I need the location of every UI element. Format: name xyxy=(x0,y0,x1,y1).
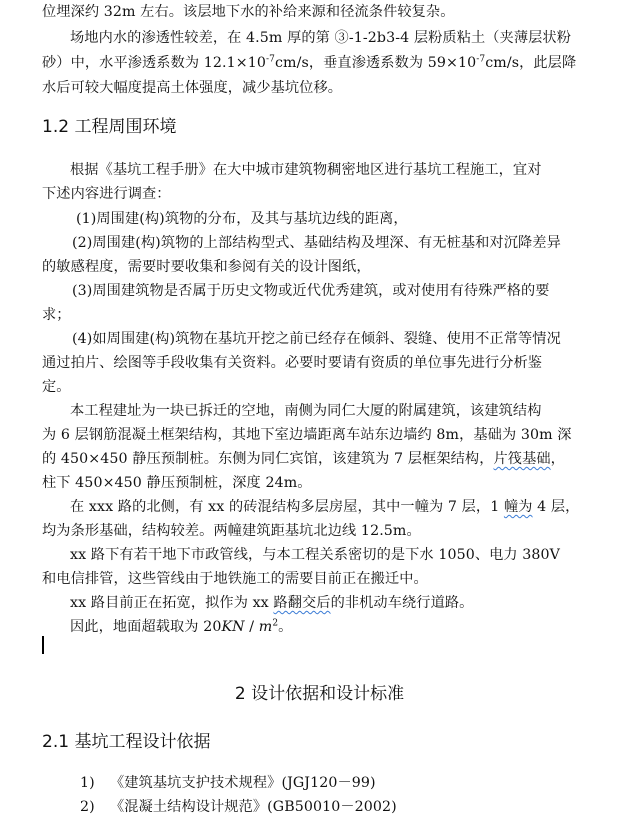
list-item xyxy=(72,233,639,253)
text-run: 为 6 层钢筋混凝土框架结构，其地下室边墙距离车站东边墙约 8m，基础为 30m 深 xyxy=(42,427,572,443)
text-cursor xyxy=(42,636,44,654)
text-run: cm/s，此层降 xyxy=(485,55,577,71)
text-run: 定。 xyxy=(42,379,71,395)
paragraph-line xyxy=(42,305,639,325)
paragraph-line xyxy=(70,401,639,421)
text-run: (2)周围建(构)筑物的上部结构型式、基础结构及埋深、有无桩基和对沉降差异 xyxy=(72,235,561,251)
text-run: xx 路下有若干地下市政管线，与本工程关系密切的是下水 1050、电力 380V xyxy=(70,547,561,563)
text-run: 柱下 450×450 静压预制桩，深度 24m。 xyxy=(42,475,312,491)
paragraph-line xyxy=(70,28,639,48)
paragraph-line xyxy=(70,160,639,180)
text-run: 的敏感程度，需要时要收集和参阅有关的设计图纸， xyxy=(42,259,371,275)
spellcheck-flagged-text[interactable]: 片筏基础 xyxy=(493,451,551,467)
paragraph-line xyxy=(42,377,639,397)
text-run: / xyxy=(244,619,259,635)
reference-item xyxy=(80,797,639,817)
paragraph-line xyxy=(42,449,639,469)
paragraph-line xyxy=(42,473,639,493)
list-item xyxy=(76,209,639,229)
text-run: 根据《基坑工程手册》在大中城市建筑物稠密地区进行基坑工程施工，宜对 xyxy=(70,162,542,178)
section-heading-1-2: 1.2 工程周围环境 xyxy=(42,117,177,137)
paragraph-line xyxy=(70,617,639,637)
list-item xyxy=(72,329,639,349)
superscript: 2 xyxy=(272,618,279,629)
text-run: cm/s，垂直渗透系数为 59×10 xyxy=(274,55,477,71)
text-run: 和电信排管，这些管线由于地铁施工的需要目前正在搬迁中。 xyxy=(42,571,428,587)
text-run: 的 450×450 静压预制桩。东侧为同仁宾馆，该建筑为 7 层框架结构， xyxy=(42,451,494,467)
list-number: 1) xyxy=(80,775,95,791)
text-run: 下述内容进行调查： xyxy=(42,186,171,202)
superscript: -7 xyxy=(476,54,486,65)
text-run: 因此，地面超载取为 20 xyxy=(70,619,222,635)
text-run: 通过拍片、绘图等手段收集有关资料。必要时要请有资质的单位事先进行分析鉴 xyxy=(42,355,543,371)
reference-text: 《混凝土结构设计规范》(GB50010－2002) xyxy=(110,799,397,815)
chapter-heading-2: 2 设计依据和设计标准 xyxy=(234,684,405,704)
spellcheck-flagged-text[interactable]: 幢为 xyxy=(503,499,533,515)
text-run: 4 层， xyxy=(532,499,580,515)
text-run: 场地内水的渗透性较差，在 4.5m 厚的第 ③-1-2b3-4 层粉质粘土（夹薄层状粉 xyxy=(70,30,571,46)
section-heading-2-1: 2.1 基坑工程设计依据 xyxy=(42,732,211,752)
unit-symbol: m xyxy=(258,619,273,635)
text-run: (1)周围建(构)筑物的分布，及其与基坑边线的距离， xyxy=(76,211,408,227)
text-run: ， xyxy=(550,451,565,467)
paragraph-line xyxy=(42,2,639,22)
paragraph-line xyxy=(70,593,639,613)
reference-text: 《建筑基坑支护技术规程》(JGJ120－99) xyxy=(110,775,376,791)
text-run: 求； xyxy=(42,307,71,323)
text-run: 均为条形基础，结构较差。两幢建筑距基坑北边线 12.5m。 xyxy=(42,523,421,539)
text-run: 水后可较大幅度提高土体强度，减少基坑位移。 xyxy=(42,80,343,96)
paragraph-line xyxy=(42,184,639,204)
text-run: 本工程建址为一块已拆迁的空地，南侧为同仁大厦的附属建筑，该建筑结构 xyxy=(70,403,542,419)
text-run: (3)周围建筑物是否属于历史文物或近代优秀建筑，或对使用有待殊严格的要 xyxy=(72,283,550,299)
spellcheck-flagged-text[interactable]: 路翻交后 xyxy=(273,595,331,611)
paragraph-line xyxy=(42,353,639,373)
text-run: xx 路目前正在拓宽，拟作为 xx xyxy=(70,595,274,611)
paragraph-line xyxy=(42,78,639,98)
text-run: 。 xyxy=(278,619,293,635)
text-run: 在 xxx 路的北侧，有 xx 的砖混结构多层房屋，其中一幢为 7 层，1 xyxy=(70,499,504,515)
list-number: 2) xyxy=(80,799,95,815)
text-run: 的非机动车绕行道路。 xyxy=(330,595,474,611)
paragraph-line xyxy=(42,425,639,445)
paragraph-line xyxy=(42,569,639,589)
superscript: -7 xyxy=(266,54,275,65)
reference-item xyxy=(80,773,639,793)
unit-symbol: KN xyxy=(221,619,245,635)
paragraph-line xyxy=(70,497,639,517)
list-item xyxy=(72,281,639,301)
paragraph-line xyxy=(42,521,639,541)
text-run: (4)如周围建(构)筑物在基坑开挖之前已经存在倾斜、裂缝、使用不正常等情况 xyxy=(72,331,561,347)
text-run: 砂）中，水平渗透系数为 12.1×10 xyxy=(42,55,267,71)
paragraph-line xyxy=(70,545,639,565)
text-run: 位埋深约 32m 左右。该层地下水的补给来源和径流条件较复杂。 xyxy=(42,4,455,20)
paragraph-line xyxy=(42,257,639,277)
paragraph-line xyxy=(42,53,639,73)
